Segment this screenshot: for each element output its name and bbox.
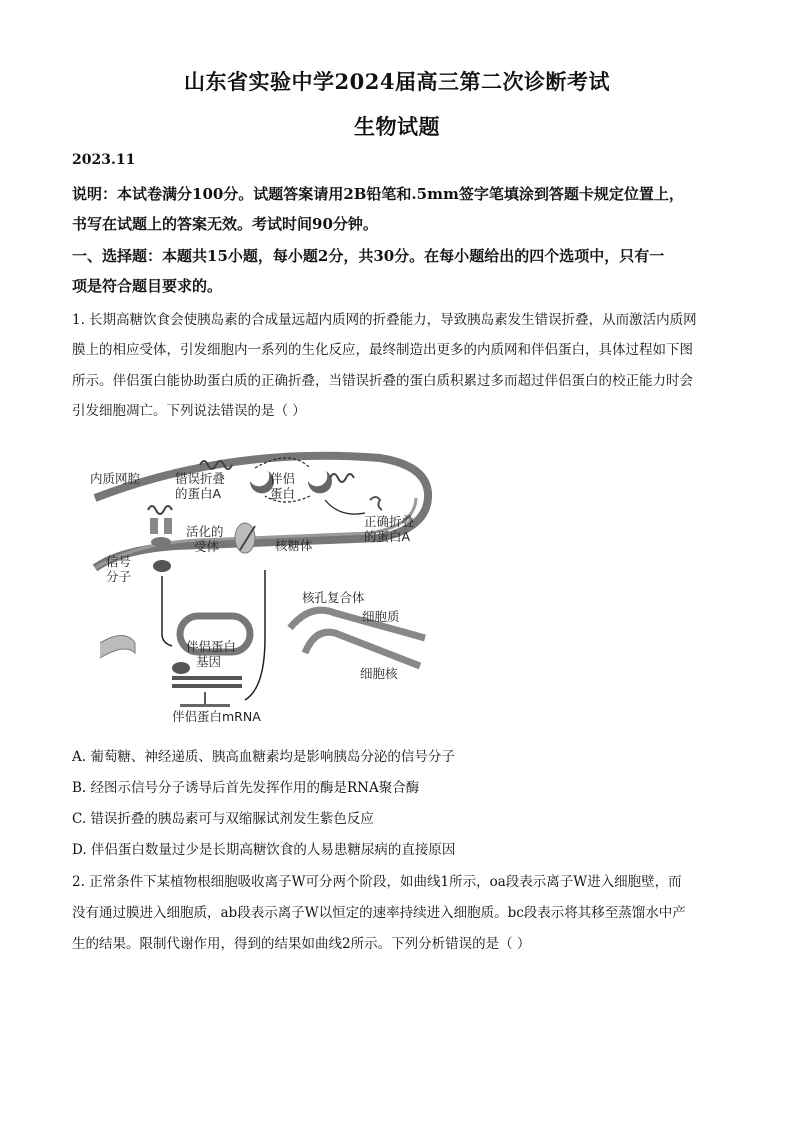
chaperone-shape-2 <box>308 471 332 493</box>
q1-option-c: C. 错误折叠的胰岛素可与双缩脲试剂发生紫色反应 <box>72 811 374 827</box>
label-ribosome: 核糖体 <box>275 538 313 553</box>
section-heading-line-1: 一、选择题：本题共15小题，每小题2分，共30分。在每小题给出的四个选项中，只有一 <box>72 247 665 265</box>
er-membrane-outer <box>95 456 428 568</box>
instructions-line-1: 说明：本试卷满分100分。试题答案请用2B铅笔和.5mm签字笔填涂到答题卡规定位置上， <box>72 185 684 203</box>
q1-stem-line-4: 引发细胞凋亡。下列说法错误的是（ ） <box>72 403 306 419</box>
label-mrna: 伴侣蛋白mRNA <box>172 709 261 724</box>
label-nucleus: 细胞核 <box>360 666 398 681</box>
folded-protein-shape <box>370 497 382 510</box>
mrna-strand <box>180 704 230 707</box>
q1-option-a: A. 葡萄糖、神经递质、胰高血糖素均是影响胰岛分泌的信号分子 <box>72 749 455 765</box>
arrow-to-correct <box>325 500 365 514</box>
label-gene-1: 伴侣蛋白 <box>186 639 237 654</box>
exam-date: 2023.11 <box>72 152 136 168</box>
label-signal-1: 信号 <box>106 554 132 569</box>
receptor-base <box>151 537 171 547</box>
label-gene-2: 基因 <box>196 654 222 669</box>
label-activated-2: 受体 <box>194 539 220 554</box>
receptor-left <box>150 518 158 534</box>
er-stress-diagram <box>80 438 440 738</box>
label-misfolded-2: 的蛋白A <box>175 486 222 501</box>
transcription-factor <box>172 662 190 674</box>
arrow-signal-down <box>162 576 172 646</box>
instructions-line-2: 书写在试题上的答案无效。考试时间90分钟。 <box>72 215 378 233</box>
label-misfolded-1: 错误折叠 <box>175 471 226 486</box>
q1-stem-line-1: 1. 长期高糖饮食会使胰岛素的合成量远超内质网的折叠能力，导致胰岛素发生错误折叠，从而激活内质网 <box>72 312 697 328</box>
label-nuclear-pore: 核孔复合体 <box>302 590 365 605</box>
section-heading-line-2: 项是符合题目要求的。 <box>72 277 223 295</box>
bound-protein-shape <box>330 474 354 482</box>
q1-option-d: D. 伴侣蛋白数量过少是长期高糖饮食的人易患糖尿病的直接原因 <box>72 842 456 858</box>
label-correct-2: 的蛋白A <box>364 529 411 544</box>
nuclear-envelope-upper <box>290 610 425 638</box>
label-er-lumen: 内质网腔 <box>90 471 141 486</box>
q1-stem-line-2: 膜上的相应受体，引发细胞内一系列的生化反应，最终制造出更多的内质网和伴侣蛋白，具体过程如下图 <box>72 342 693 358</box>
exam-title: 山东省实验中学2024届高三第二次诊断考试 <box>184 69 610 94</box>
label-cytoplasm: 细胞质 <box>362 609 400 624</box>
nuclear-envelope-left <box>100 636 135 659</box>
receptor-right <box>164 518 172 534</box>
ribosome-shape <box>235 523 255 553</box>
nuclear-envelope-lower <box>305 632 420 666</box>
q1-stem-line-3: 所示。伴侣蛋白能协助蛋白质的正确折叠，当错误折叠的蛋白质积累过多而超过伴侣蛋白的校正能力时会 <box>72 373 693 389</box>
q2-stem-line-3: 生的结果。限制代谢作用，得到的结果如曲线2所示。下列分析错误的是（ ） <box>72 936 531 952</box>
dna-strand-2 <box>172 684 242 688</box>
label-chaperone-1: 伴侣 <box>270 471 296 486</box>
q2-stem-line-2: 没有通过膜进入细胞质，ab段表示离子W以恒定的速率持续进入细胞质。bc段表示将其移至蒸馏水中产 <box>72 905 686 921</box>
exam-subtitle: 生物试题 <box>354 114 440 139</box>
label-correct-1: 正确折叠 <box>364 514 415 529</box>
label-activated-1: 活化的 <box>186 524 224 539</box>
q1-option-b: B. 经图示信号分子诱导后首先发挥作用的酶是RNA聚合酶 <box>72 780 420 796</box>
dna-strand-1 <box>172 676 242 680</box>
label-chaperone-2: 蛋白 <box>270 486 296 501</box>
signal-molecule <box>153 560 171 572</box>
receptor-protein-shape <box>148 506 172 514</box>
label-signal-2: 分子 <box>106 569 132 584</box>
q2-stem-line-1: 2. 正常条件下某植物根细胞吸收离子W可分两个阶段，如曲线1所示，oa段表示离子W进入细胞壁，而 <box>72 874 682 890</box>
